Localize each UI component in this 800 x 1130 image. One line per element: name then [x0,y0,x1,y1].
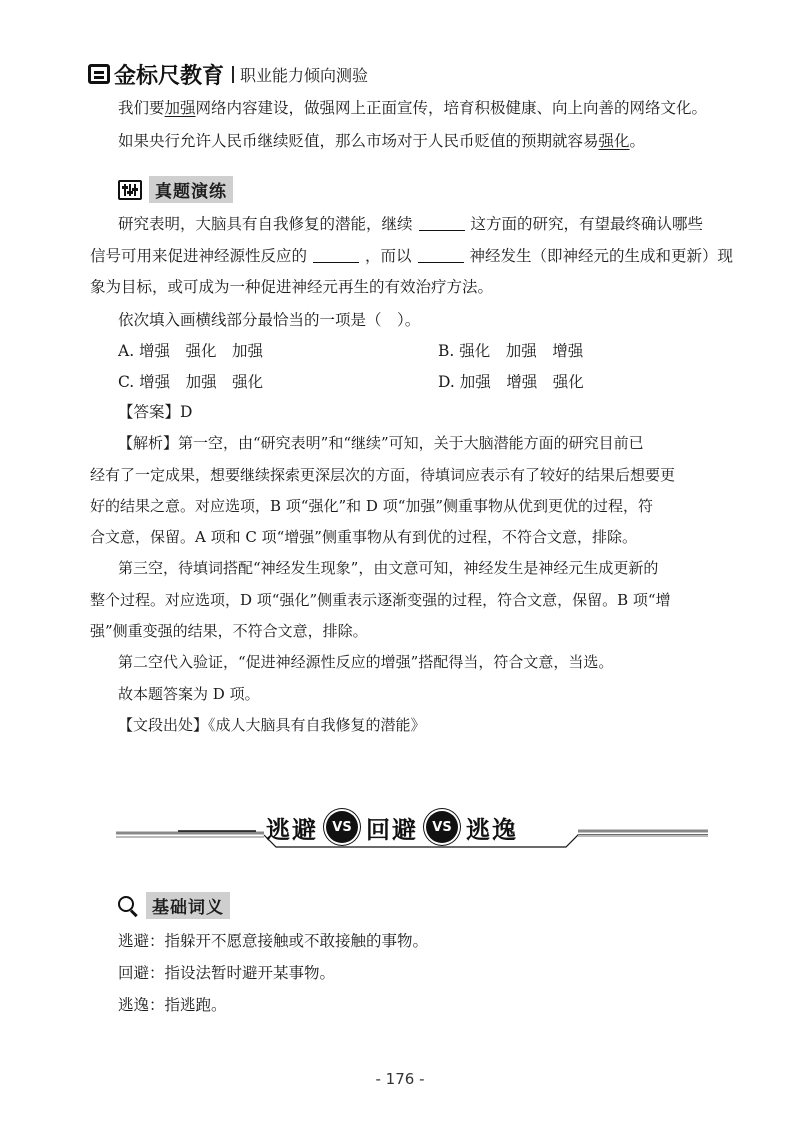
fill-blank-1 [419,216,465,231]
text-run: 网络内容建设，做强网上正面宣传，培育积极健康、向上向善的网络文化。 [195,99,708,117]
analysis-line: 强”侧重变强的结果，不符合文意，排除。 [90,622,368,640]
analysis-line: 第二空代入验证，“促进神经源性反应的增强”搭配得当，符合文意，当选。 [118,653,614,671]
analysis-line: 第三空，待填词搭配“神经发生现象”，由文意可知，神经发生是神经元生成更新的 [118,559,659,577]
analysis-line: 故本题答案为 D 项。 [118,685,260,703]
analysis-line: 经有了一定成果，想要继续探索更深层次的方面，待填词应表示有了较好的结果后想要更 [90,466,676,484]
fill-blank-2 [313,248,359,263]
vs-badge-2: VS [426,811,458,843]
intro-sentence-1 [118,98,707,118]
intro-sentence-2 [118,131,645,151]
text-run: 信号可用来促进神经源性反应的 [90,247,308,265]
page-header [88,58,368,90]
analysis-line: 好的结果之意。对应选项，B 项“强化”和 D 项“加强”侧重事物从优到更优的过程，符 [90,497,654,515]
analysis-line: 合文意，保留。A 项和 C 项“增强”侧重事物从有到优的过程，不符合文意，排除。 [90,528,637,546]
answer-line: 【答案】D [118,403,193,421]
analysis-line: 【解析】第一空，由“研究表明”和“继续”可知，关于大脑潜能方面的研究目前已 [118,434,644,452]
question-line-3: 象为目标，或可成为一种促进神经元再生的有效治疗方法。 [90,278,494,296]
page-number: - 176 - [375,1070,425,1088]
option-a: A. 增强 强化 加强 [118,342,264,360]
text-run: 研究表明，大脑具有自我修复的潜能，继续 [118,215,413,233]
definition-item: 回避：指设法暂时避开某事物。 [118,964,336,982]
sliders-icon [118,180,142,200]
brand-logo-icon [88,64,110,84]
question-line-2 [90,246,733,266]
option-b: B. 强化 加强 增强 [438,342,584,360]
underlined-word: 强化 [598,132,630,150]
text-run: 这方面的研究，有望最终确认哪些 [470,215,704,233]
text-run: 。 [629,132,646,150]
fill-blank-3 [418,248,464,263]
vs-badge-1: VS [326,811,358,843]
question-line-1 [118,214,703,234]
header-separator [232,66,234,83]
question-prompt: 依次填入画横线部分最恰当的一项是（ ）。 [118,311,421,329]
definition-item: 逃逸：指逃跑。 [118,996,227,1014]
magnifier-icon [118,896,138,916]
exercise-title: 真题演练 [149,176,233,203]
text-run: 如果央行允许人民币继续贬值，那么市场对于人民币贬值的预期就容易 [118,132,599,150]
option-d: D. 加强 增强 强化 [438,373,584,391]
source-line: 【文段出处】《成人大脑具有自我修复的潜能》 [118,716,426,734]
definition-item: 逃避：指躲开不愿意接触或不敢接触的事物。 [118,932,429,950]
comparison-banner [116,805,708,855]
text-run: 我们要 [118,99,165,117]
banner-word-1: 逃避 [266,814,318,844]
text-run: 神经发生（即神经元的生成和更新）现 [469,247,734,265]
banner-title [266,805,518,849]
exercise-section-header [118,176,233,203]
banner-word-3: 逃逸 [466,814,518,844]
analysis-line: 整个过程。对应选项，D 项“强化”侧重表示逐渐变强的过程，符合文意，保留。B 项“增 [90,591,671,609]
basic-section-header [118,892,230,919]
brand-name: 金标尺教育 [114,63,225,89]
option-c: C. 增强 加强 强化 [118,373,264,391]
underlined-word: 加强 [164,99,196,117]
basic-title: 基础词义 [146,892,230,919]
header-subtitle: 职业能力倾向测验 [240,65,369,85]
text-run: ，而以 [365,247,412,265]
banner-word-2: 回避 [366,814,418,844]
